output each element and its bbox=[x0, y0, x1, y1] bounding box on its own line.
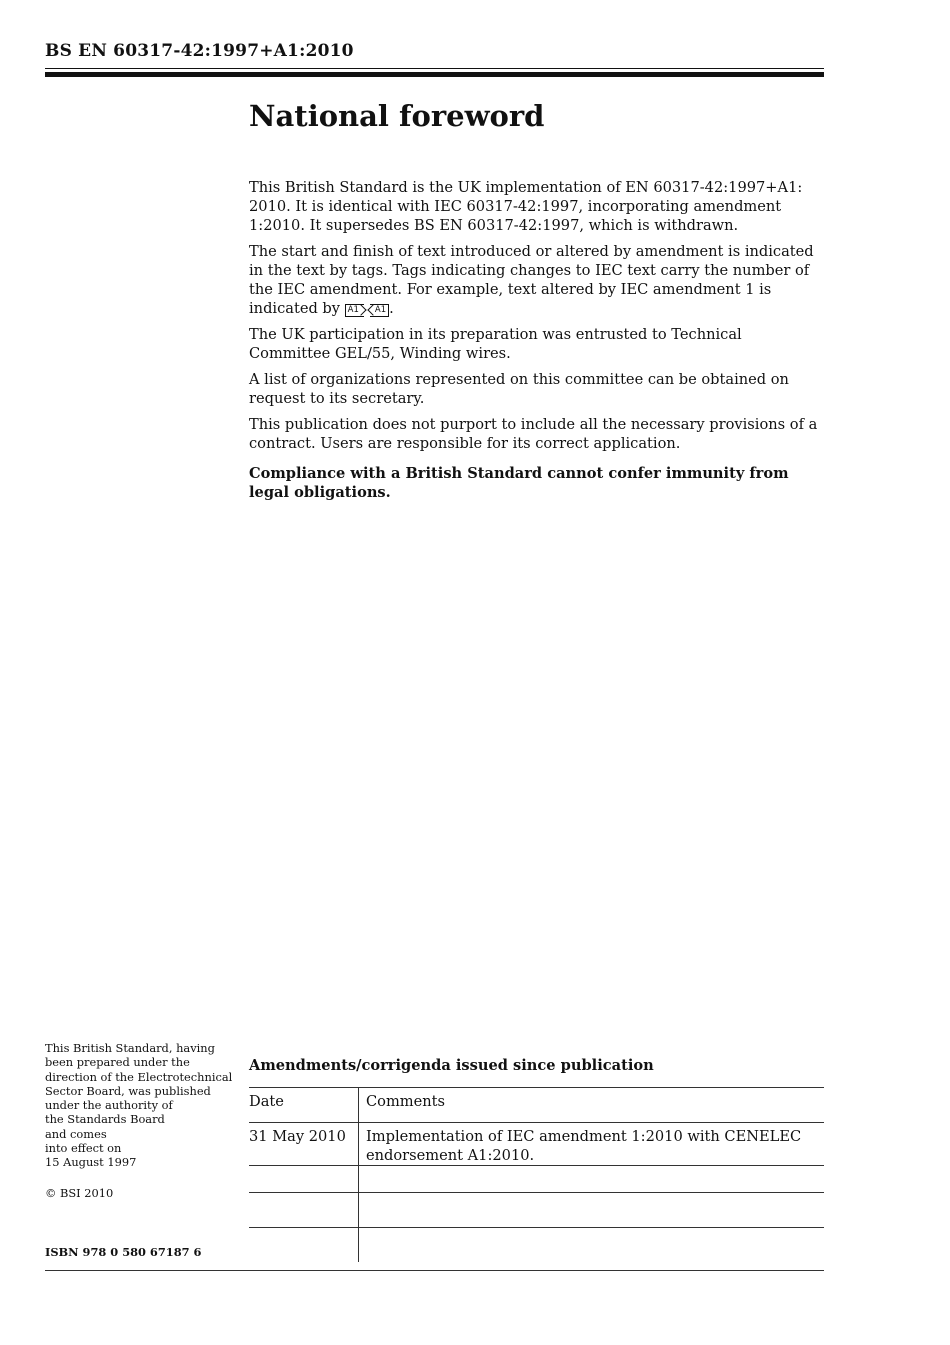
publication-note bbox=[45, 1041, 240, 1170]
paragraph-committee: The UK participation in its preparation was entrusted to Technical Committee GEL/55, Winding wires. bbox=[249, 326, 742, 362]
table-row bbox=[249, 1166, 824, 1193]
foreword-body bbox=[249, 178, 824, 509]
paragraph-tags bbox=[249, 242, 824, 318]
amendment-comment bbox=[359, 1193, 825, 1228]
publication-note-line: the Standards Board bbox=[45, 1112, 165, 1127]
amendment-comment bbox=[359, 1228, 825, 1262]
copyright-notice: © BSI 2010 bbox=[45, 1186, 114, 1200]
amendments-table bbox=[249, 1087, 824, 1262]
amendment-comment: Implementation of IEC amendment 1:2010 with CENELEC endorsement A1:2010. bbox=[359, 1123, 825, 1166]
amendment-date bbox=[249, 1228, 359, 1262]
publication-note-line: into effect on bbox=[45, 1141, 122, 1156]
paragraph-implementation: This British Standard is the UK implementation of EN 60317-42:1997+A1: 2010. It is identical with IEC 60317-42:1997, incorporating amendment 1:2010. It supersedes BS EN 60317-42:1997, which is withdrawn. bbox=[249, 179, 803, 234]
amendment-date bbox=[249, 1166, 359, 1193]
publication-note-line: 15 August 1997 bbox=[45, 1155, 137, 1170]
paragraph-organizations: A list of organizations represented on this committee can be obtained on request to its secretary. bbox=[249, 371, 789, 407]
table-row bbox=[249, 1193, 824, 1228]
page-title: National foreword bbox=[249, 99, 545, 133]
column-header-date: Date bbox=[249, 1088, 359, 1123]
header-rule-thin bbox=[45, 68, 824, 69]
amendments-heading: Amendments/corrigenda issued since publication bbox=[249, 1057, 654, 1074]
header-rule-thick bbox=[45, 72, 824, 77]
table-row bbox=[249, 1123, 824, 1166]
publication-note-line: and comes bbox=[45, 1126, 107, 1141]
table-header-row bbox=[249, 1088, 824, 1123]
document-id: BS EN 60317-42:1997+A1:2010 bbox=[45, 41, 354, 61]
paragraph-compliance: Compliance with a British Standard cannot confer immunity from legal obligations. bbox=[249, 465, 789, 501]
publication-note-line: under the authority of bbox=[45, 1098, 173, 1113]
publication-note-line: Sector Board, was published bbox=[45, 1083, 211, 1098]
publication-note-line: direction of the Electrotechnical bbox=[45, 1069, 233, 1084]
amendment-date bbox=[249, 1193, 359, 1228]
paragraph-tags-text: The start and finish of text introduced or altered by amendment is indicated in the text by tags. Tags indicating changes to IEC text carry the number of the IEC amendment. For example, text altered by IEC amendment 1 is indicated by bbox=[249, 243, 814, 317]
publication-note-line: This British Standard, having bbox=[45, 1041, 215, 1055]
amendment-comment bbox=[359, 1166, 825, 1193]
publication-note-line: been prepared under the bbox=[45, 1055, 190, 1070]
isbn: ISBN 978 0 580 67187 6 bbox=[45, 1245, 202, 1259]
column-header-comments: Comments bbox=[359, 1088, 825, 1123]
footer-rule bbox=[45, 1270, 824, 1271]
paragraph-provisions: This publication does not purport to include all the necessary provisions of a contract. Users are responsible for its correct application. bbox=[249, 416, 818, 452]
amendment-open-tag-icon: A1 bbox=[345, 304, 364, 317]
paragraph-tags-end: . bbox=[389, 300, 394, 317]
table-row bbox=[249, 1228, 824, 1262]
amendment-date: 31 May 2010 bbox=[249, 1123, 359, 1166]
amendment-close-tag-icon: A1 bbox=[370, 304, 389, 317]
